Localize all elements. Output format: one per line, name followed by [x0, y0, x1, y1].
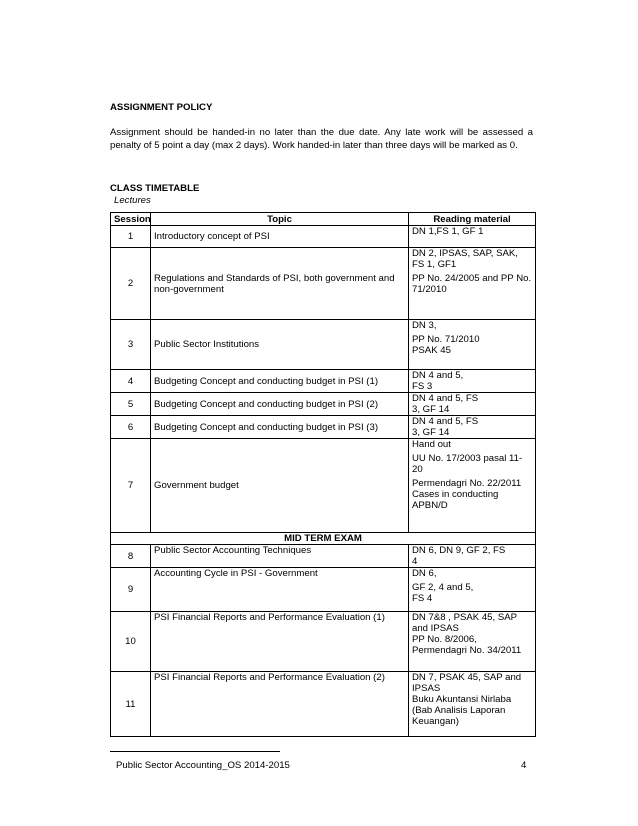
topic-cell: Budgeting Concept and conducting budget in PSI (3) [151, 416, 409, 439]
reading-item: PP No. 71/2010 PSAK 45 [412, 334, 480, 356]
table-row [111, 320, 536, 370]
reading-item: GF 2, 4 and 5, FS 4 [412, 582, 474, 604]
reading-item: DN 7&8 , PSAK 45, SAP and IPSAS PP No. 8/2006, Permendagri No. 34/2011 [412, 612, 522, 656]
timetable-body [111, 226, 536, 737]
reading-cell [409, 320, 536, 370]
mid-term-row [111, 533, 536, 545]
reading-item: DN 7, PSAK 45, SAP and IPSAS Buku Akuntansi Nirlaba (Bab Analisis Laporan Keuangan) [412, 672, 522, 727]
session-cell: 6 [111, 416, 151, 439]
session-cell: 1 [111, 226, 151, 248]
table-row [111, 612, 536, 672]
reading-cell [409, 393, 536, 416]
reading-cell [409, 248, 536, 320]
session-cell: 8 [111, 545, 151, 568]
topic-cell: Budgeting Concept and conducting budget in PSI (1) [151, 370, 409, 393]
assignment-policy-heading: ASSIGNMENT POLICY [110, 102, 213, 113]
table-row [111, 416, 536, 439]
reading-cell [409, 416, 536, 439]
reading-item: DN 2, IPSAS, SAP, SAK, FS 1, GF1 [412, 248, 518, 270]
table-row [111, 545, 536, 568]
topic-cell: Public Sector Accounting Techniques [151, 545, 409, 568]
reading-item: DN 4 and 5, FS 3 [412, 370, 464, 392]
reading-cell [409, 568, 536, 612]
table-row [111, 568, 536, 612]
topic-cell: PSI Financial Reports and Performance Evaluation (1) [151, 612, 409, 672]
timetable-table [110, 212, 536, 737]
topic-cell: Public Sector Institutions [151, 320, 409, 370]
topic-cell: Regulations and Standards of PSI, both government and non-government [151, 248, 409, 320]
reading-cell [409, 439, 536, 533]
session-cell: 3 [111, 320, 151, 370]
topic-cell: Accounting Cycle in PSI - Government [151, 568, 409, 612]
column-header-topic: Topic [151, 213, 409, 226]
mid-term-label: MID TERM EXAM [111, 533, 536, 545]
table-row [111, 248, 536, 320]
table-row [111, 439, 536, 533]
session-cell: 9 [111, 568, 151, 612]
reading-cell [409, 672, 536, 737]
reading-item: UU No. 17/2003 pasal 11-20 [412, 453, 523, 475]
column-header-session: Session [111, 213, 151, 226]
table-row [111, 370, 536, 393]
reading-cell [409, 612, 536, 672]
session-cell: 11 [111, 672, 151, 737]
assignment-policy-text: Assignment should be handed-in no later than the due date. Any late work will be assessed a penalty of 5 point a day (max 2 days). Work handed-in later than three days will be marked as 0. [110, 127, 533, 151]
session-cell: 10 [111, 612, 151, 672]
reading-item: DN 6, DN 9, GF 2, FS 4 [412, 545, 506, 567]
reading-cell [409, 370, 536, 393]
topic-cell: Budgeting Concept and conducting budget in PSI (2) [151, 393, 409, 416]
reading-item: DN 3, [412, 320, 437, 331]
table-row [111, 672, 536, 737]
reading-item: Hand out [412, 439, 451, 450]
reading-item: DN 4 and 5, FS 3, GF 14 [412, 416, 479, 438]
reading-item: PP No. 24/2005 and PP No. 71/2010 [412, 273, 532, 295]
class-timetable-heading: CLASS TIMETABLE [110, 183, 200, 194]
lectures-subheading: Lectures [114, 195, 151, 206]
page-number: 4 [521, 760, 527, 771]
topic-cell: Introductory concept of PSI [151, 226, 409, 248]
reading-cell [409, 226, 536, 248]
reading-item: DN 6, [412, 568, 437, 579]
reading-cell [409, 545, 536, 568]
session-cell: 4 [111, 370, 151, 393]
reading-item: DN 4 and 5, FS 3, GF 14 [412, 393, 479, 415]
footer-divider [110, 751, 280, 752]
table-row [111, 393, 536, 416]
reading-item: DN 1,FS 1, GF 1 [412, 226, 484, 237]
column-header-reading: Reading material [409, 213, 536, 226]
reading-item: Permendagri No. 22/2011 Cases in conducting APBN/D [412, 478, 522, 511]
topic-cell: PSI Financial Reports and Performance Evaluation (2) [151, 672, 409, 737]
topic-cell: Government budget [151, 439, 409, 533]
session-cell: 2 [111, 248, 151, 320]
session-cell: 7 [111, 439, 151, 533]
session-cell: 5 [111, 393, 151, 416]
footer-text: Public Sector Accounting_OS 2014-2015 [116, 760, 290, 771]
table-row [111, 226, 536, 248]
table-header-row [111, 213, 536, 226]
